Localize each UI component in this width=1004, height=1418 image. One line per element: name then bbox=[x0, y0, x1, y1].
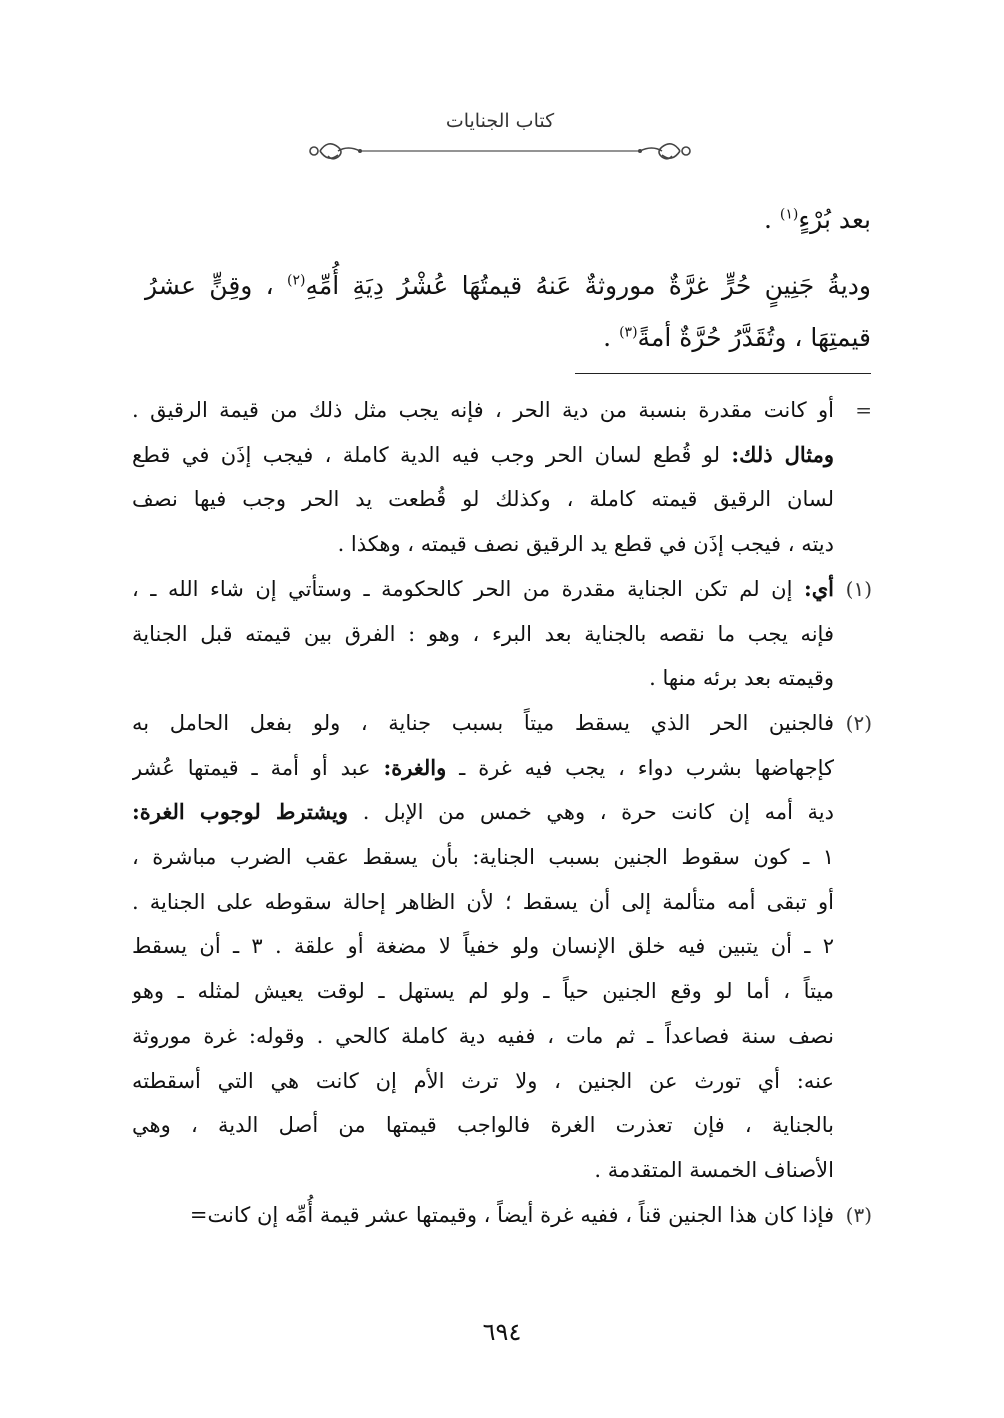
main-line-text: قيمتِهَا ، وتُقَدَّرُ حُرَّةٌ أمةً bbox=[637, 323, 871, 352]
running-header bbox=[300, 108, 700, 168]
footnote-separator bbox=[575, 373, 871, 374]
footnote-1 bbox=[132, 567, 872, 701]
footnote-line bbox=[132, 433, 834, 478]
footnote-line bbox=[132, 790, 834, 835]
main-line-tail: . bbox=[603, 323, 620, 352]
footnote-line: فإذا كان هذا الجنين قناً ، ففيه غرة أيضاً ، وقيمتها عشر قيمة أُمِّه إن كانت= bbox=[189, 1202, 834, 1227]
header-ornament bbox=[300, 136, 700, 166]
bold-lead: أي: bbox=[803, 575, 834, 601]
footnote-ref[interactable]: (٣) bbox=[619, 324, 638, 341]
main-line-text: بعد بُرْءٍ bbox=[798, 205, 871, 234]
footnote-line: ١ ـ كون سقوط الجنين بسبب الجناية: بأن يسقط عقب الضرب مباشرة ، bbox=[132, 845, 834, 870]
continuation-marker: = bbox=[855, 398, 872, 422]
footnote-ref[interactable]: (٢) bbox=[287, 272, 306, 289]
footnote-text: إن لم تكن الجناية مقدرة من الحر كالحكومة ـ وستأتي إن شاء الله ـ ، bbox=[132, 576, 804, 601]
bold-lead: ومثال ذلك: bbox=[731, 441, 834, 467]
footnotes bbox=[132, 388, 872, 1237]
footnote-ref[interactable]: (١) bbox=[779, 206, 799, 223]
footnote-line bbox=[132, 746, 834, 791]
footnote-text: دية أمه إن كانت حرة ، وهي خمس من الإبل . bbox=[362, 800, 834, 825]
page-number: ٦٩٤ bbox=[482, 1318, 522, 1346]
footnote-line: لسان الرقيق قيمته كاملة ، وكذلك لو قُطعت يد الحر وجب فيها نصف bbox=[132, 487, 834, 512]
main-line bbox=[145, 266, 871, 306]
footnote-line: أو تبقى أمه متألمة إلى أن يسقط ؛ لأن الظاهر إحالة سقوطه على الجناية . bbox=[132, 889, 834, 914]
bold-lead: والغرة: bbox=[383, 754, 447, 780]
footnote-continuation bbox=[132, 388, 872, 567]
footnote-line: بالجناية ، فإن تعذرت الغرة فالواجب قيمتها من أصل الدية ، وهي bbox=[132, 1113, 834, 1138]
main-line-text: وديةُ جَنِينٍ حُرٍّ غرَّةٌ موروثةٌ عَنهُ قيمتُهَا عُشْرُ دِيَةِ أُمِّهِ bbox=[305, 271, 871, 300]
footnote-text: لو قُطع لسان الحر وجب فيه الدية كاملة ، فيجب إذَن في قطع bbox=[132, 442, 721, 467]
footnote-text: عبد أو أمة ـ قيمتها عُشر bbox=[132, 755, 371, 780]
main-line-tail: . bbox=[764, 205, 780, 234]
footnote-2 bbox=[132, 701, 872, 1193]
header-title: كتاب الجنايات bbox=[445, 110, 555, 132]
footnote-number: (٢) bbox=[845, 710, 872, 735]
footnote-line: ميتاً ، أما لو وقع الجنين حياً ـ ولو لم يستهل ـ لوقت يعيش لمثله ـ وهو bbox=[132, 979, 834, 1004]
footnote-line: أو كانت مقدرة بنسبة من دية الحر ، فإنه يجب مثل ذلك من قيمة الرقيق . bbox=[132, 398, 834, 422]
footnote-line: فإنه يجب ما نقصه بالجناية بعد البرء ، وهو : الفرق بين قيمته قبل الجناية bbox=[132, 621, 834, 646]
footnote-text: كإجهاضها بشرب دواء ، يجب فيه غرة ـ bbox=[446, 755, 834, 780]
bold-lead: ويشترط لوجوب الغرة: bbox=[132, 799, 349, 825]
main-line bbox=[764, 200, 871, 240]
footnote-line: وقيمته بعد برئه منها . bbox=[649, 666, 834, 691]
footnote-line: ٢ ـ أن يتبين فيه خلق الإنسان ولو خفياً لا مضغة أو علقة . ٣ ـ أن يسقط bbox=[132, 934, 834, 959]
footnote-number: (٣) bbox=[845, 1202, 872, 1227]
main-line bbox=[603, 318, 871, 358]
footnote-line bbox=[132, 567, 834, 612]
footnote-line: فالجنين الحر الذي يسقط ميتاً بسبب جناية ، ولو بفعل الحامل به bbox=[132, 710, 834, 735]
footnote-line: نصف سنة فصاعداً ـ ثم مات ، ففيه دية كاملة كالحي . وقوله: غرة موروثة bbox=[132, 1023, 834, 1048]
footnote-line: الأصناف الخمسة المتقدمة . bbox=[594, 1157, 834, 1182]
footnote-number: (١) bbox=[845, 576, 872, 601]
main-line-text: ، وقِنٍّ عشرُ bbox=[145, 271, 288, 300]
footnote-line: ديته ، فيجب إذَن في قطع يد الرقيق نصف قيمته ، وهكذا . bbox=[337, 532, 834, 557]
footnote-line: عنه: أي تورث عن الجنين ، ولا ترث الأم إن كانت هي التي أسقطته bbox=[132, 1068, 834, 1093]
footnote-3 bbox=[132, 1193, 872, 1238]
